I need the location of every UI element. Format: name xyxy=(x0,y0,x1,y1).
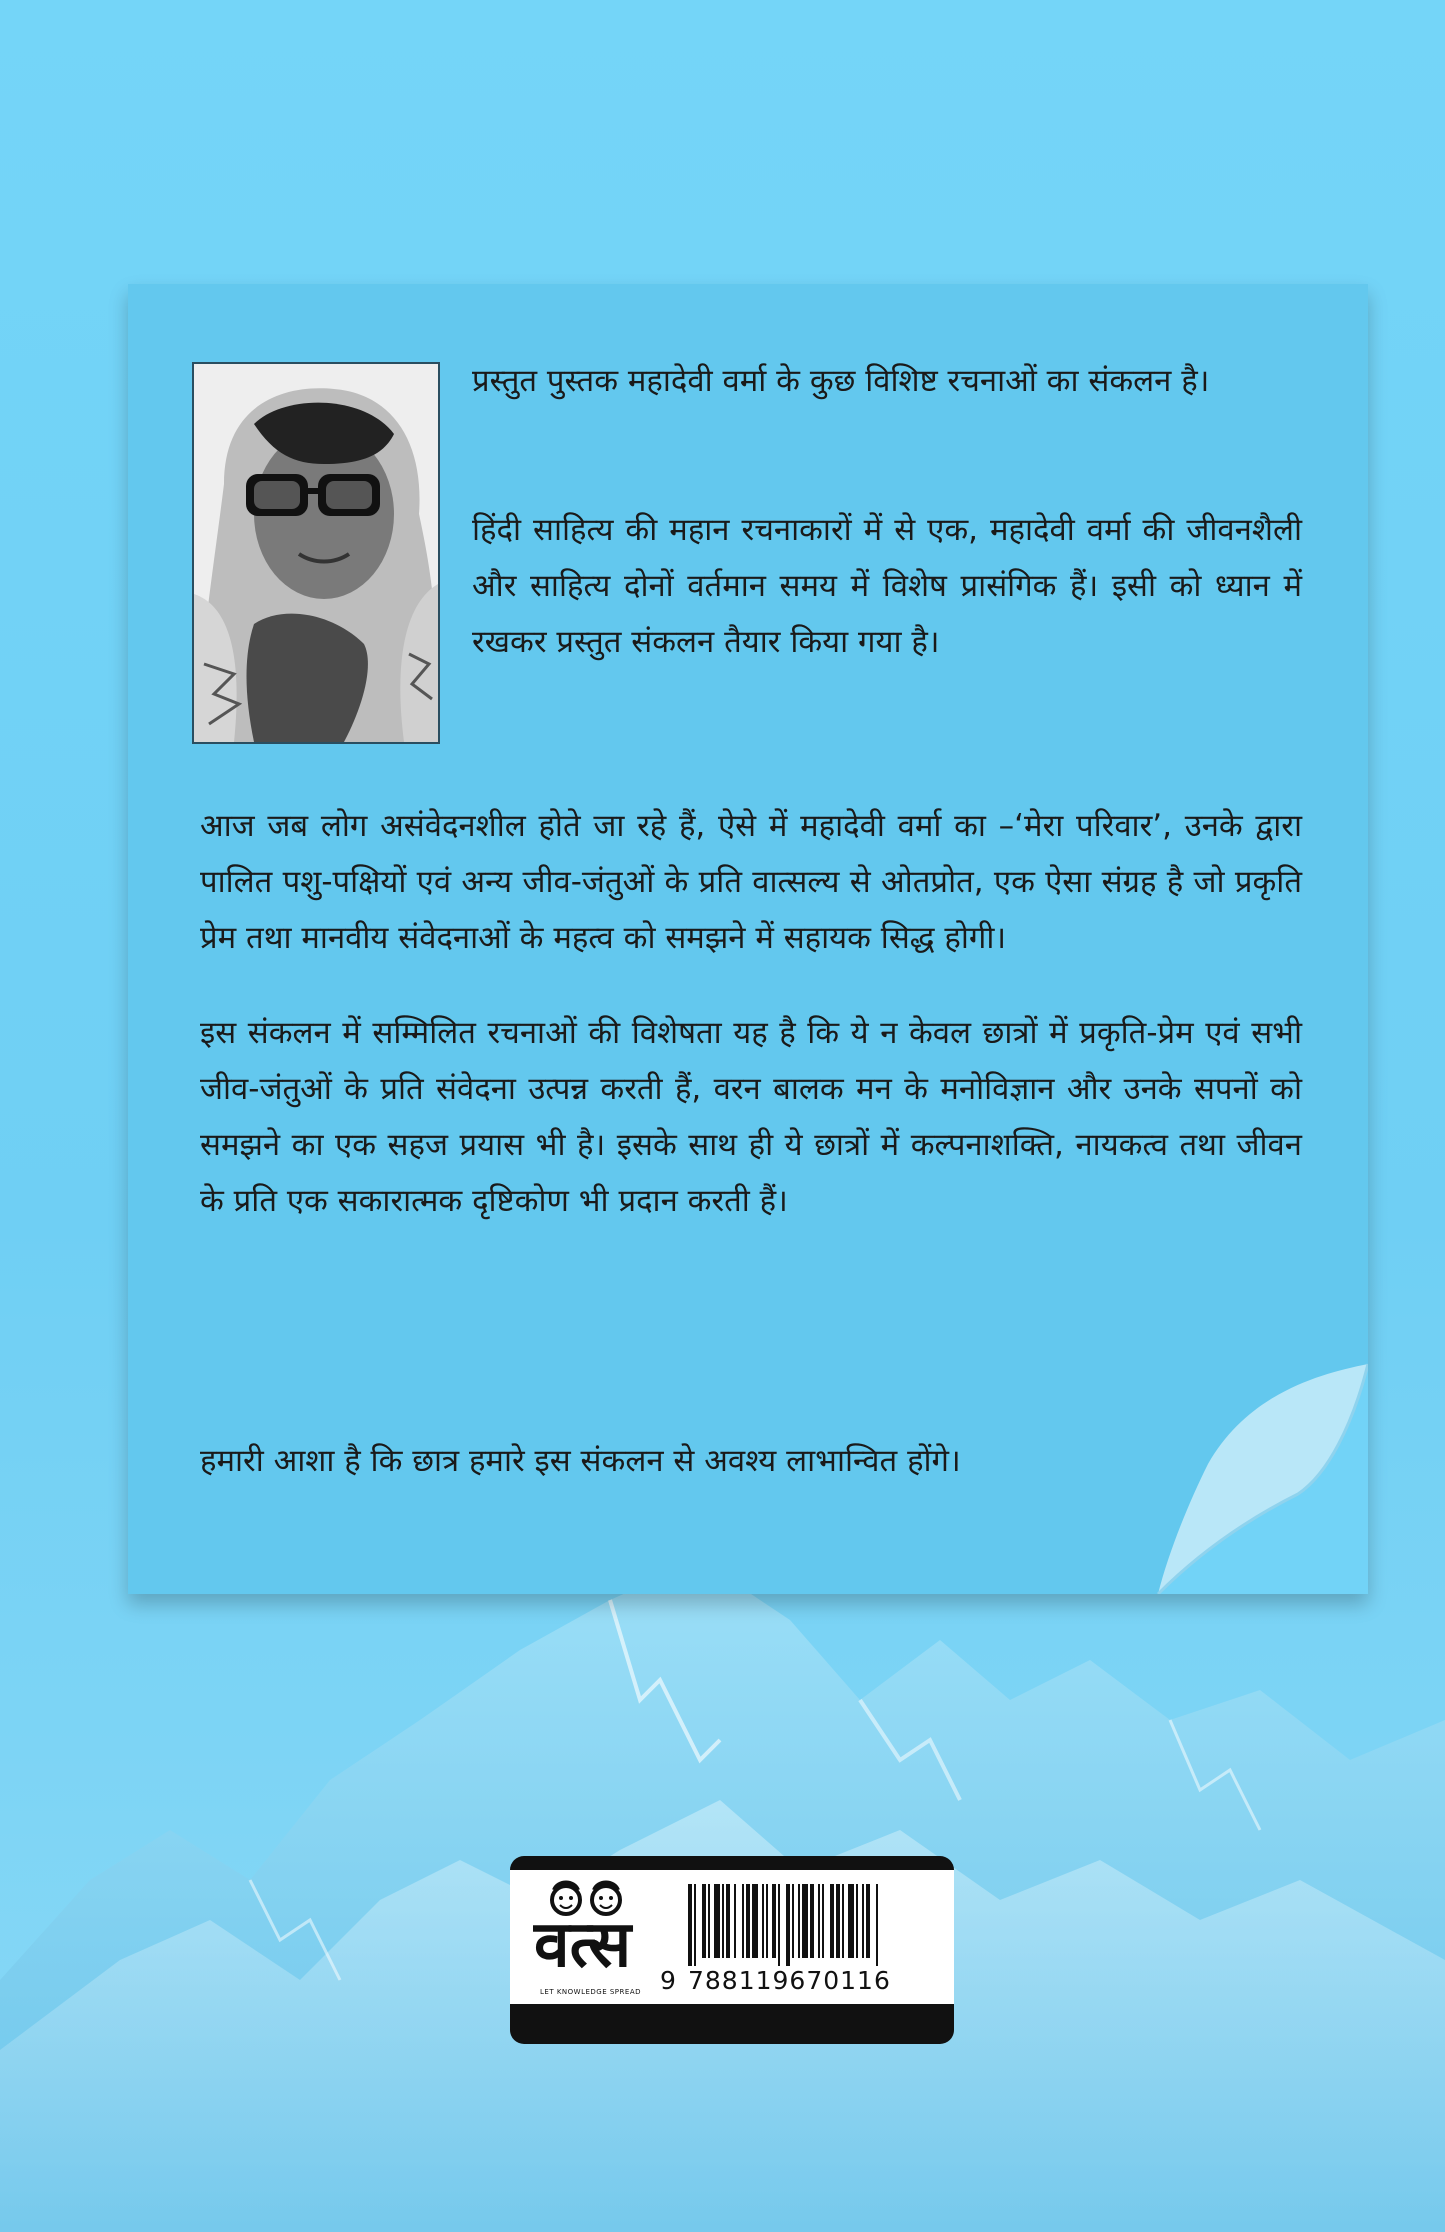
publisher-logo xyxy=(526,1878,646,1998)
blurb-text: हमारी आशा है कि छात्र हमारे इस संकलन से अवश्य लाभान्वित होंगे। xyxy=(200,1443,961,1479)
blurb-text: इस संकलन में सम्मिलित रचनाओं की विशेषता यह है कि ये न केवल छात्रों में प्रकृति-प्रेम एवं सभी जीव-जंतुओं के प्रति संवेदना उत्पन्न करती हैं, वरन बालक मन के मनोविज्ञान और उनके सपनों को समझने का एक सहज प्रयास भी है। इसके साथ ही ये छात्रों में कल्पनाशक्ति, नायकत्व तथा जीवन के प्रति एक सकारात्मक दृष्टिकोण भी प्रदान करती हैं। xyxy=(200,1015,1302,1219)
blurb-paragraph-3 xyxy=(200,798,1302,966)
blurb-paragraph-4 xyxy=(200,1005,1302,1229)
blurb-text: हिंदी साहित्य की महान रचनाकारों में से एक, महादेवी वर्मा की जीवनशैली और साहित्य दोनों वर्तमान समय में विशेष प्रासंगिक हैं। इसी को ध्यान में रखकर प्रस्तुत संकलन तैयार किया गया है। xyxy=(472,512,1302,660)
author-portrait-icon xyxy=(194,364,438,742)
blurb-text: प्रस्तुत पुस्तक महादेवी वर्मा के कुछ विशिष्ट रचनाओं का संकलन है। xyxy=(472,363,1210,399)
barcode-icon xyxy=(688,1884,942,1966)
blurb-paragraph-2 xyxy=(472,502,1302,670)
publisher-logo-text: वत्स xyxy=(534,1907,632,1982)
blurb-paragraph-5 xyxy=(200,1433,1302,1489)
blurb-paragraph-1 xyxy=(472,353,1302,409)
publisher-tagline: LET KNOWLEDGE SPREAD xyxy=(540,1988,641,1996)
barcode-lead-digit: 9 xyxy=(660,1966,676,1995)
barcode-panel xyxy=(510,1856,954,2044)
barcode-digits: 788119670116 xyxy=(688,1966,891,1995)
blurb-text: आज जब लोग असंवेदनशील होते जा रहे हैं, ऐसे में महादेवी वर्मा का –‘मेरा परिवार’, उनके द्वारा पालित पशु-पक्षियों एवं अन्य जीव-जंतुओं के प्रति वात्सल्य से ओतप्रोत, एक ऐसा संग्रह है जो प्रकृति प्रेम तथा मानवीय संवेदनाओं के महत्व को समझने में सहायक सिद्ध होगी। xyxy=(200,808,1302,956)
author-photo xyxy=(192,362,440,744)
